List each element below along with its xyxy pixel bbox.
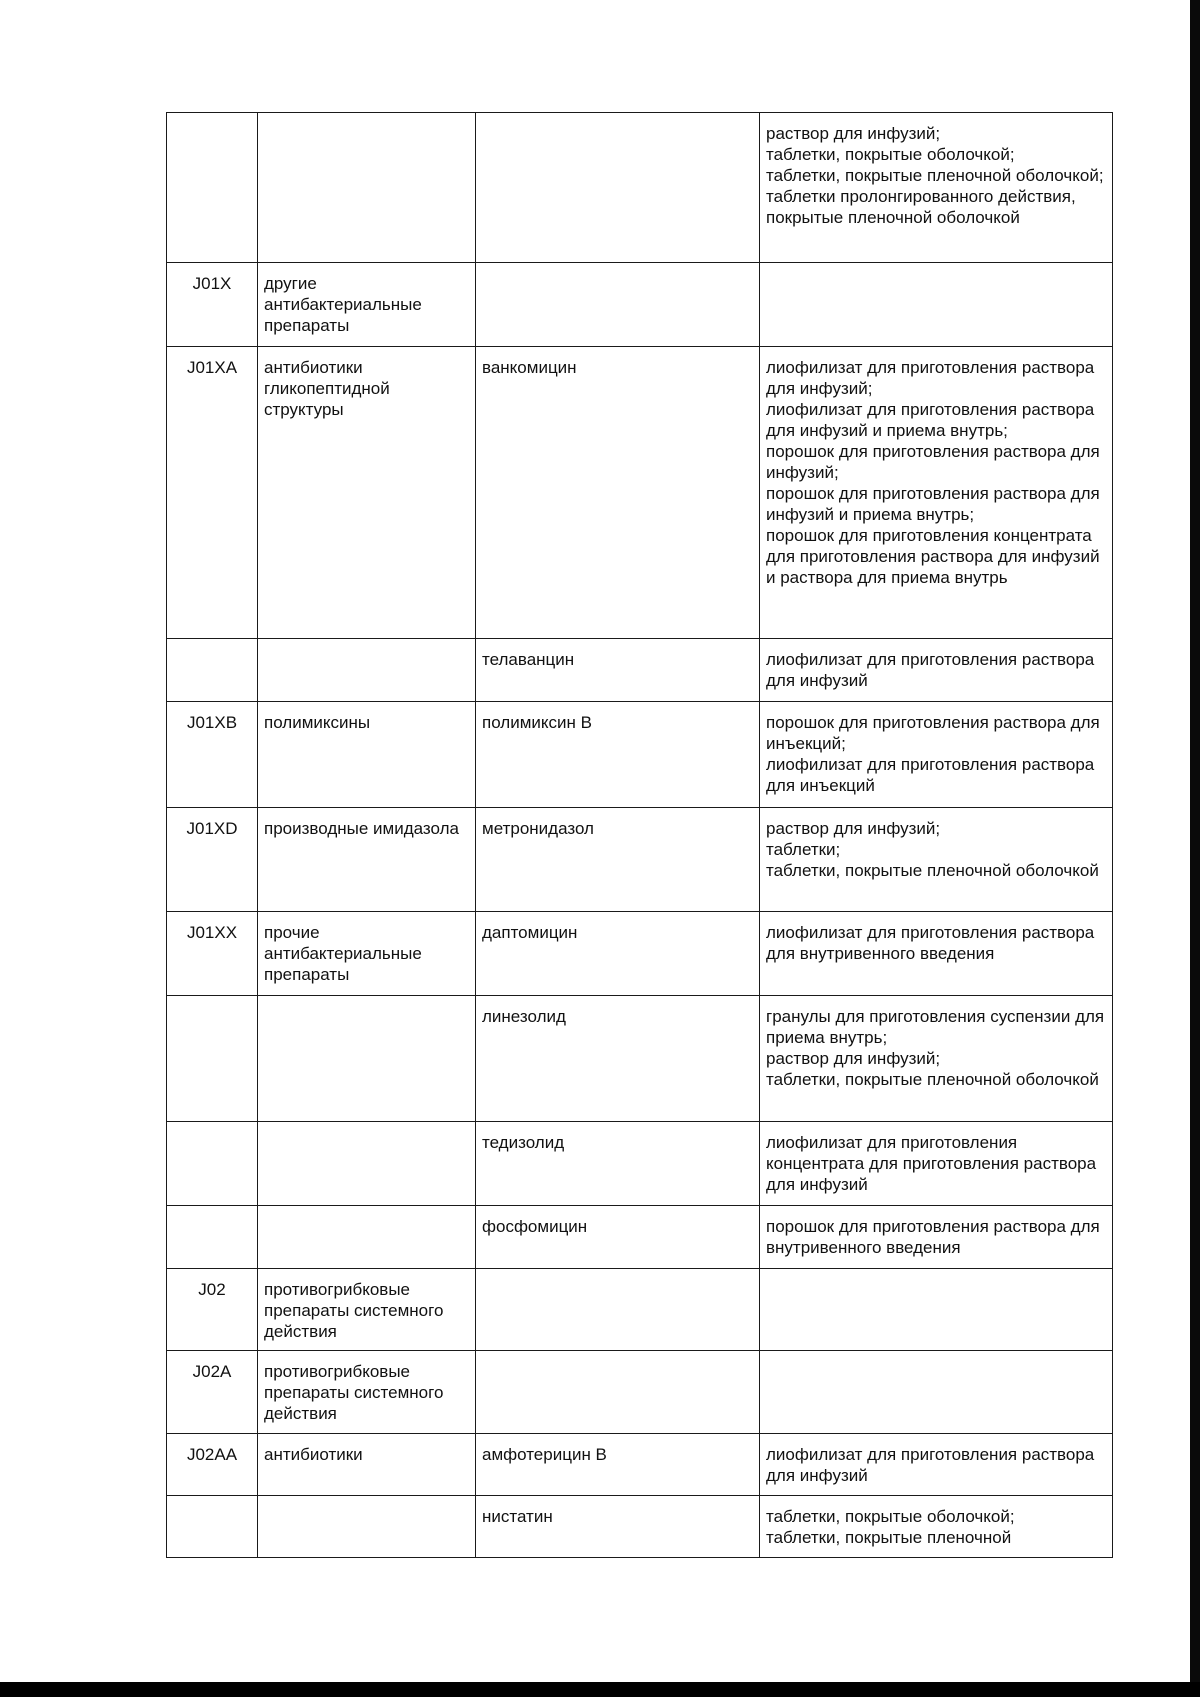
atc-code-cell: J02 xyxy=(167,1269,258,1351)
atc-code-cell xyxy=(167,639,258,702)
pharmacological-group-cell: полимиксины xyxy=(258,702,476,808)
dosage-forms-cell: лиофилизат для приготовления раствора для внутривенного введения xyxy=(760,912,1113,996)
dosage-forms-cell xyxy=(760,263,1113,347)
atc-code-cell: J02A xyxy=(167,1351,258,1434)
table-row xyxy=(167,347,1113,639)
atc-code-cell: J01XA xyxy=(167,347,258,639)
pharmacological-group-cell: антибиотики xyxy=(258,1434,476,1496)
dosage-forms-cell: порошок для приготовления раствора для инъекций; лиофилизат для приготовления раствора для инъекций xyxy=(760,702,1113,808)
pharmacological-group-cell xyxy=(258,1122,476,1206)
pharmacological-group-cell: производные имидазола xyxy=(258,808,476,912)
table-row xyxy=(167,1434,1113,1496)
drug-name-cell xyxy=(476,113,760,263)
dosage-forms-cell: таблетки, покрытые оболочкой; таблетки, покрытые пленочной xyxy=(760,1496,1113,1558)
dosage-forms-cell: раствор для инфузий; таблетки, покрытые оболочкой; таблетки, покрытые пленочной оболочкой; таблетки пролонгированного действия, покрытые пленочной оболочкой xyxy=(760,113,1113,263)
pharmacological-group-cell: антибиотики гликопептидной структуры xyxy=(258,347,476,639)
dosage-forms-cell: лиофилизат для приготовления концентрата для приготовления раствора для инфузий xyxy=(760,1122,1113,1206)
atc-code-cell xyxy=(167,113,258,263)
pharmacological-group-cell xyxy=(258,1496,476,1558)
drug-table-body xyxy=(167,113,1113,1558)
atc-code-cell: J01XB xyxy=(167,702,258,808)
drug-name-cell xyxy=(476,1351,760,1434)
atc-code-cell: J01XX xyxy=(167,912,258,996)
dosage-forms-cell xyxy=(760,1269,1113,1351)
drug-name-cell: телаванцин xyxy=(476,639,760,702)
drug-name-cell xyxy=(476,263,760,347)
table-row xyxy=(167,263,1113,347)
atc-code-cell: J01X xyxy=(167,263,258,347)
table-row xyxy=(167,912,1113,996)
scan-edge-bottom xyxy=(0,1682,1200,1697)
pharmacological-group-cell xyxy=(258,113,476,263)
table-row xyxy=(167,113,1113,263)
drug-name-cell: метронидазол xyxy=(476,808,760,912)
drug-table xyxy=(166,112,1113,1558)
dosage-forms-cell: лиофилизат для приготовления раствора для инфузий xyxy=(760,1434,1113,1496)
drug-name-cell: фосфомицин xyxy=(476,1206,760,1269)
drug-name-cell: ванкомицин xyxy=(476,347,760,639)
dosage-forms-cell: раствор для инфузий; таблетки; таблетки, покрытые пленочной оболочкой xyxy=(760,808,1113,912)
atc-code-cell xyxy=(167,996,258,1122)
atc-code-cell: J02AA xyxy=(167,1434,258,1496)
table-row xyxy=(167,1122,1113,1206)
pharmacological-group-cell: другие антибактериальные препараты xyxy=(258,263,476,347)
dosage-forms-cell: лиофилизат для приготовления раствора для инфузий xyxy=(760,639,1113,702)
dosage-forms-cell: порошок для приготовления раствора для внутривенного введения xyxy=(760,1206,1113,1269)
table-row xyxy=(167,1496,1113,1558)
drug-name-cell: нистатин xyxy=(476,1496,760,1558)
drug-name-cell: линезолид xyxy=(476,996,760,1122)
atc-code-cell xyxy=(167,1496,258,1558)
drug-name-cell: полимиксин В xyxy=(476,702,760,808)
table-row xyxy=(167,808,1113,912)
dosage-forms-cell: гранулы для приготовления суспензии для приема внутрь; раствор для инфузий; таблетки, покрытые пленочной оболочкой xyxy=(760,996,1113,1122)
dosage-forms-cell: лиофилизат для приготовления раствора для инфузий; лиофилизат для приготовления раствора для инфузий и приема внутрь; порошок для приготовления раствора для инфузий; порошок для приготовления раствора для инфузий и приема внутрь; порошок для приготовления концентрата для приготовления раствора для инфузий и раствора для приема внутрь xyxy=(760,347,1113,639)
table-row xyxy=(167,702,1113,808)
atc-code-cell xyxy=(167,1206,258,1269)
dosage-forms-cell xyxy=(760,1351,1113,1434)
scan-edge-right xyxy=(1190,0,1200,1697)
drug-name-cell: даптомицин xyxy=(476,912,760,996)
drug-name-cell: тедизолид xyxy=(476,1122,760,1206)
table-row xyxy=(167,1351,1113,1434)
drug-name-cell xyxy=(476,1269,760,1351)
table-row xyxy=(167,1206,1113,1269)
atc-code-cell xyxy=(167,1122,258,1206)
table-row xyxy=(167,1269,1113,1351)
pharmacological-group-cell xyxy=(258,1206,476,1269)
table-row xyxy=(167,639,1113,702)
pharmacological-group-cell xyxy=(258,996,476,1122)
atc-code-cell: J01XD xyxy=(167,808,258,912)
drug-name-cell: амфотерицин В xyxy=(476,1434,760,1496)
pharmacological-group-cell: прочие антибактериальные препараты xyxy=(258,912,476,996)
pharmacological-group-cell: противогрибковые препараты системного действия xyxy=(258,1351,476,1434)
pharmacological-group-cell xyxy=(258,639,476,702)
pharmacological-group-cell: противогрибковые препараты системного действия xyxy=(258,1269,476,1351)
table-row xyxy=(167,996,1113,1122)
